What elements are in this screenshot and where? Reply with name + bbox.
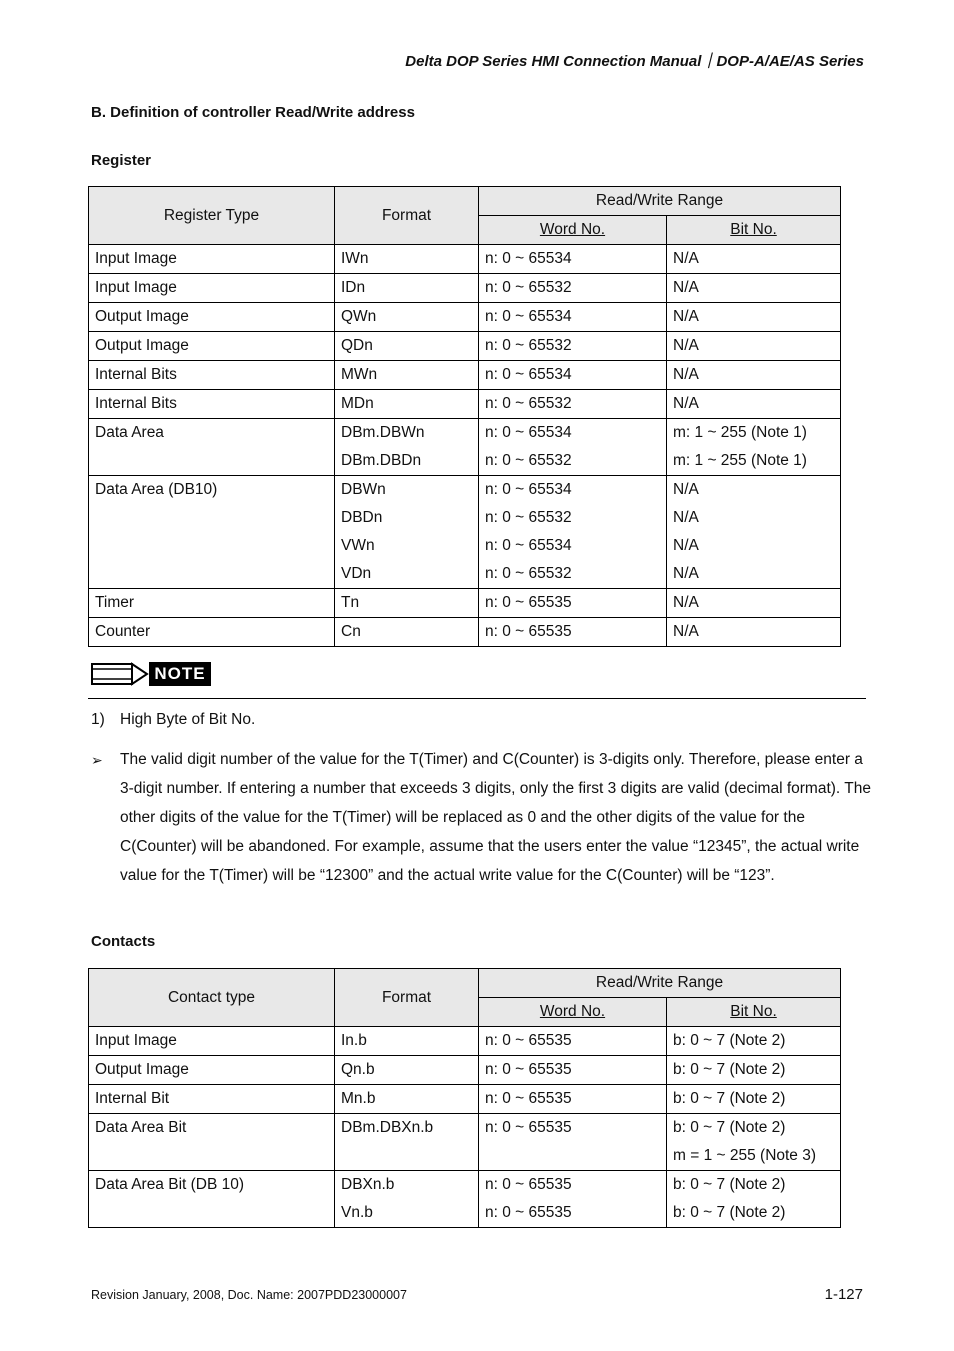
bullet-arrow-icon: ➢ [91, 752, 103, 768]
cell-bit [667, 1171, 841, 1228]
cell-line: N/A [673, 481, 699, 498]
cell-line: m = 1 ~ 255 (Note 3) [673, 1147, 817, 1164]
cell-format [335, 589, 479, 618]
table-row [89, 245, 841, 274]
cell-type: Output Image [89, 332, 335, 361]
cell-line: IWn [341, 250, 369, 267]
contacts-col-range: Read/Write Range [479, 969, 841, 998]
cell-type: Internal Bits [89, 361, 335, 390]
cell-type: Input Image [89, 245, 335, 274]
cell-bit [667, 332, 841, 361]
cell-line: N/A [673, 250, 699, 267]
cell-type: Input Image [89, 274, 335, 303]
cell-line: MWn [341, 366, 378, 383]
cell-format [335, 1171, 479, 1228]
cell-line: n: 0 ~ 65535 [485, 1032, 572, 1049]
cell-line: VWn [341, 537, 375, 554]
table-row [89, 476, 841, 589]
register-heading: Register [91, 152, 152, 169]
cell-word [479, 618, 667, 647]
cell-line: b: 0 ~ 7 (Note 2) [673, 1176, 786, 1193]
note-divider [88, 698, 866, 699]
cell-line: IDn [341, 279, 366, 296]
contacts-table-body [89, 1027, 841, 1228]
register-col-range: Read/Write Range [479, 187, 841, 216]
cell-bit [667, 1056, 841, 1085]
table-row [89, 303, 841, 332]
note-item-text: High Byte of Bit No. [120, 711, 256, 728]
cell-line: Cn [341, 623, 361, 640]
table-row [89, 618, 841, 647]
register-col-bit: Bit No. [667, 216, 841, 245]
contacts-col-word: Word No. [479, 998, 667, 1027]
register-col-format: Format [335, 187, 479, 245]
cell-line: DBm.DBDn [341, 452, 422, 469]
cell-format [335, 274, 479, 303]
cell-line: N/A [673, 308, 699, 325]
cell-line: DBDn [341, 509, 383, 526]
cell-type: Data Area (DB10) [89, 476, 335, 589]
cell-line: b: 0 ~ 7 (Note 2) [673, 1119, 786, 1136]
cell-line: QWn [341, 308, 377, 325]
cell-line: N/A [673, 509, 699, 526]
table-row [89, 390, 841, 419]
cell-word [479, 390, 667, 419]
contacts-heading: Contacts [91, 933, 156, 950]
cell-word [479, 1085, 667, 1114]
cell-type: Counter [89, 618, 335, 647]
cell-format [335, 1056, 479, 1085]
cell-word [479, 1027, 667, 1056]
cell-bit [667, 245, 841, 274]
cell-format [335, 1027, 479, 1056]
table-row [89, 332, 841, 361]
cell-line: N/A [673, 594, 699, 611]
table-row [89, 1027, 841, 1056]
contacts-col-format: Format [335, 969, 479, 1027]
table-row [89, 589, 841, 618]
cell-line: m: 1 ~ 255 (Note 1) [673, 424, 807, 441]
cell-bit [667, 589, 841, 618]
cell-bit [667, 1027, 841, 1056]
cell-word [479, 589, 667, 618]
table-row [89, 419, 841, 476]
cell-format [335, 476, 479, 589]
cell-line: n: 0 ~ 65535 [485, 1119, 572, 1136]
cell-line: Tn [341, 594, 360, 611]
register-table-body [89, 245, 841, 647]
cell-bit [667, 419, 841, 476]
table-row [89, 1085, 841, 1114]
cell-line: n: 0 ~ 65534 [485, 250, 572, 267]
register-col-word: Word No. [479, 216, 667, 245]
cell-line: b: 0 ~ 7 (Note 2) [673, 1090, 786, 1107]
register-table [88, 186, 841, 647]
contacts-table [88, 968, 841, 1228]
cell-format [335, 245, 479, 274]
contacts-col-bit: Bit No. [667, 998, 841, 1027]
cell-line: n: 0 ~ 65532 [485, 337, 572, 354]
cell-format [335, 390, 479, 419]
cell-line: n: 0 ~ 65534 [485, 481, 572, 498]
note-label: NOTE [154, 664, 206, 683]
cell-word [479, 245, 667, 274]
cell-line: n: 0 ~ 65532 [485, 565, 572, 582]
cell-line: MDn [341, 395, 374, 412]
table-row [89, 1114, 841, 1171]
cell-line: N/A [673, 395, 699, 412]
cell-line: n: 0 ~ 65534 [485, 424, 572, 441]
section-heading: B. Definition of controller Read/Write address [91, 104, 415, 121]
cell-line: n: 0 ~ 65534 [485, 308, 572, 325]
cell-line: N/A [673, 623, 699, 640]
page-header-title: Delta DOP Series HMI Connection Manual｜DOP-A/AE/AS Series [405, 53, 864, 70]
cell-word [479, 361, 667, 390]
note-item-number: 1) [91, 711, 105, 728]
cell-line: n: 0 ~ 65535 [485, 1090, 572, 1107]
contacts-col-type: Contact type [89, 969, 335, 1027]
cell-line: DBm.DBXn.b [341, 1119, 434, 1136]
cell-word [479, 1171, 667, 1228]
cell-type: Data Area Bit [89, 1114, 335, 1171]
cell-bit [667, 274, 841, 303]
cell-type: Output Image [89, 303, 335, 332]
cell-line: N/A [673, 565, 699, 582]
cell-format [335, 1085, 479, 1114]
footer-revision: Revision January, 2008, Doc. Name: 2007PDD23000007 [91, 1288, 407, 1302]
cell-line: N/A [673, 366, 699, 383]
register-col-type: Register Type [89, 187, 335, 245]
cell-line: Mn.b [341, 1090, 376, 1107]
cell-line: Vn.b [341, 1204, 373, 1221]
cell-bit [667, 390, 841, 419]
cell-format [335, 303, 479, 332]
cell-type: Internal Bit [89, 1085, 335, 1114]
table-row [89, 274, 841, 303]
cell-type: Data Area [89, 419, 335, 476]
cell-word [479, 303, 667, 332]
footer-page-number: 1-127 [824, 1286, 863, 1303]
cell-word [479, 419, 667, 476]
cell-word [479, 274, 667, 303]
table-row [89, 1056, 841, 1085]
cell-bit [667, 618, 841, 647]
cell-type: Internal Bits [89, 390, 335, 419]
cell-format [335, 1114, 479, 1171]
cell-line: N/A [673, 337, 699, 354]
cell-bit [667, 303, 841, 332]
cell-line: n: 0 ~ 65532 [485, 279, 572, 296]
cell-line: n: 0 ~ 65532 [485, 509, 572, 526]
cell-line: Qn.b [341, 1061, 375, 1078]
cell-line: b: 0 ~ 7 (Note 2) [673, 1204, 786, 1221]
cell-line: m: 1 ~ 255 (Note 1) [673, 452, 807, 469]
cell-line: n: 0 ~ 65535 [485, 1204, 572, 1221]
table-row [89, 1171, 841, 1228]
cell-line: DBXn.b [341, 1176, 395, 1193]
note-icon [91, 660, 211, 688]
cell-bit [667, 361, 841, 390]
cell-format [335, 332, 479, 361]
cell-line: n: 0 ~ 65535 [485, 1061, 572, 1078]
cell-bit [667, 1085, 841, 1114]
cell-line: n: 0 ~ 65534 [485, 537, 572, 554]
cell-type: Data Area Bit (DB 10) [89, 1171, 335, 1228]
cell-format [335, 618, 479, 647]
cell-line: b: 0 ~ 7 (Note 2) [673, 1061, 786, 1078]
cell-bit [667, 1114, 841, 1171]
cell-format [335, 419, 479, 476]
cell-line: VDn [341, 565, 372, 582]
note-bullet-paragraph: The valid digit number of the value for the T(Timer) and C(Counter) is 3-digits only. Therefore, please enter a 3-digit number. If entering a number that exceeds 3 digits, only the first 3 digits are valid (decimal format). The other digits of the value for the T(Timer) will be replaced as 0 and the other digits of the value for the C(Counter) will be abandoned. For example, assume that the users enter the value “12345”, the actual write value for the T(Timer) will be “12300” and the actual write value for the C(Counter) will be “123”. [120, 751, 871, 884]
cell-line: N/A [673, 279, 699, 296]
note-item-1 [91, 711, 255, 729]
cell-line: n: 0 ~ 65534 [485, 366, 572, 383]
cell-line: DBm.DBWn [341, 424, 425, 441]
cell-bit [667, 476, 841, 589]
cell-line: QDn [341, 337, 373, 354]
cell-line: n: 0 ~ 65535 [485, 1176, 572, 1193]
cell-type: Timer [89, 589, 335, 618]
cell-type: Output Image [89, 1056, 335, 1085]
cell-line: n: 0 ~ 65535 [485, 594, 572, 611]
cell-word [479, 476, 667, 589]
cell-line: n: 0 ~ 65535 [485, 623, 572, 640]
cell-word [479, 1056, 667, 1085]
cell-word [479, 332, 667, 361]
cell-line: DBWn [341, 481, 386, 498]
cell-line: n: 0 ~ 65532 [485, 395, 572, 412]
cell-word [479, 1114, 667, 1171]
cell-line: n: 0 ~ 65532 [485, 452, 572, 469]
cell-line: b: 0 ~ 7 (Note 2) [673, 1032, 786, 1049]
cell-line: N/A [673, 537, 699, 554]
cell-line: In.b [341, 1032, 367, 1049]
cell-type: Input Image [89, 1027, 335, 1056]
cell-format [335, 361, 479, 390]
table-row [89, 361, 841, 390]
